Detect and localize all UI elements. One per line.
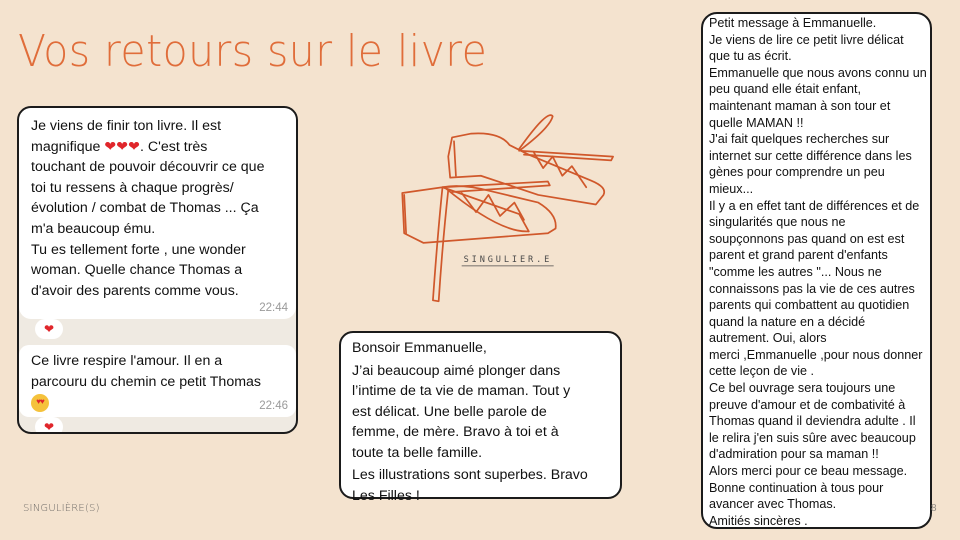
testimonial-card-right	[701, 12, 932, 529]
message-line: parcouru du chemin ce petit Thomas	[31, 373, 262, 390]
message-line: évolution / combat de Thomas ... Ça	[31, 200, 259, 217]
message-line: l’intime de ta vie de maman. Tout y	[352, 383, 571, 399]
message-line: Petit message à Emmanuelle.	[709, 16, 877, 30]
message-line: toi tu ressens à chaque progrès/	[31, 179, 234, 196]
message-line: Les illustrations sont superbes. Bravo	[352, 467, 588, 483]
slide-title: Vos retours sur le livre	[18, 26, 488, 77]
message-line: femme, de mère. Bravo à toi et à	[352, 424, 559, 440]
message-line: Je viens de lire ce petit livre délicat	[709, 32, 904, 47]
message-timestamp: 22:44	[259, 302, 288, 315]
message-line: avancer avec Thomas.	[709, 497, 837, 512]
testimonial-card-middle	[339, 331, 622, 504]
message-line: Tu es tellement forte , une wonder	[31, 241, 246, 258]
message-line: connaissons pas la vie de ces autres	[709, 281, 915, 296]
whatsapp-message-card	[17, 106, 298, 434]
message-line: . C'est très	[140, 138, 208, 155]
message-line: "comme les autres "... Nous ne	[709, 264, 882, 279]
message-line: peu quand elle était enfant,	[709, 82, 861, 97]
message-line: mieux...	[709, 181, 754, 196]
message-line: parent et grand parent d'enfants	[709, 248, 888, 263]
message-line: internet sur cette différence dans les	[709, 148, 912, 163]
heart-reaction-icon: ❤	[35, 319, 63, 339]
message-line: d'admiration pour sa maman !!	[709, 447, 879, 462]
message-line: Alors merci pour ce beau message.	[709, 464, 908, 479]
message-line: Emmanuelle que nous avons connu un	[709, 65, 927, 80]
message-line: autrement. Oui, alors	[709, 331, 827, 346]
message-line: merci ,Emmanuelle ,pour nous donner	[709, 347, 923, 362]
message-line: singularités que nous ne	[709, 215, 846, 230]
message-line: Je viens de finir ton livre. Il est	[31, 118, 222, 134]
message-line: parents qui combattent au quotidien	[709, 298, 910, 313]
message-line: J’ai beaucoup aimé plonger dans	[352, 362, 561, 379]
footer-brand: SINGULIÈRE(S)	[23, 503, 100, 514]
message-line: que tu as écrit.	[709, 49, 792, 64]
message-line: Amitiés sincères .	[709, 513, 808, 528]
message-line: quand la nature en a décidé	[709, 314, 866, 329]
illustration-caption: SINGULIER.E	[463, 254, 553, 265]
chat-bubble	[19, 108, 296, 319]
message-line: maintenant maman à son tour et	[709, 98, 891, 113]
message-line: cette leçon de vie .	[709, 364, 815, 379]
message-line: woman. Quelle chance Thomas a	[31, 262, 243, 279]
message-line: gènes pour comprendre un peu	[709, 165, 885, 180]
heart-eyes-emoji-icon: ♥♥	[31, 394, 49, 412]
message-line: le relira j'en suis sûre avec beaucoup	[709, 430, 916, 445]
hearts-emoji-icon: ❤❤❤	[104, 138, 141, 155]
message-line: touchant de pouvoir découvrir ce que	[31, 159, 265, 176]
chat-bubble	[19, 345, 296, 417]
message-line: Ce livre respire l'amour. Il en a	[31, 353, 223, 370]
message-line: quelle MAMAN !!	[709, 115, 804, 130]
message-line: preuve d'amour et de combativité à	[709, 397, 906, 412]
sneakers-illustration	[385, 97, 615, 312]
message-line: soupçonnons pas quand on est est	[709, 231, 905, 246]
message-line: Il y a en effet tant de différences et de	[709, 198, 920, 213]
message-line: d'avoir des parents comme vous.	[31, 282, 239, 299]
message-timestamp: 22:46	[259, 400, 288, 413]
message-line: magnifique	[31, 138, 101, 155]
message-line: Ce bel ouvrage sera toujours une	[709, 381, 896, 396]
message-line: est délicat. Une belle parole de	[352, 403, 547, 420]
message-line: Thomas quand il deviendra adulte . Il	[709, 414, 916, 429]
message-line: J'ai fait quelques recherches sur	[709, 132, 890, 147]
heart-reaction-icon: ❤	[35, 417, 63, 434]
message-line: Bonne continuation à tous pour	[709, 480, 884, 495]
message-line: toute ta belle famille.	[352, 444, 483, 461]
page-number: 8	[931, 503, 937, 514]
message-line: Les Filles !	[352, 487, 420, 504]
message-line: m'a beaucoup ému.	[31, 220, 156, 237]
message-line: Bonsoir Emmanuelle,	[352, 340, 487, 356]
